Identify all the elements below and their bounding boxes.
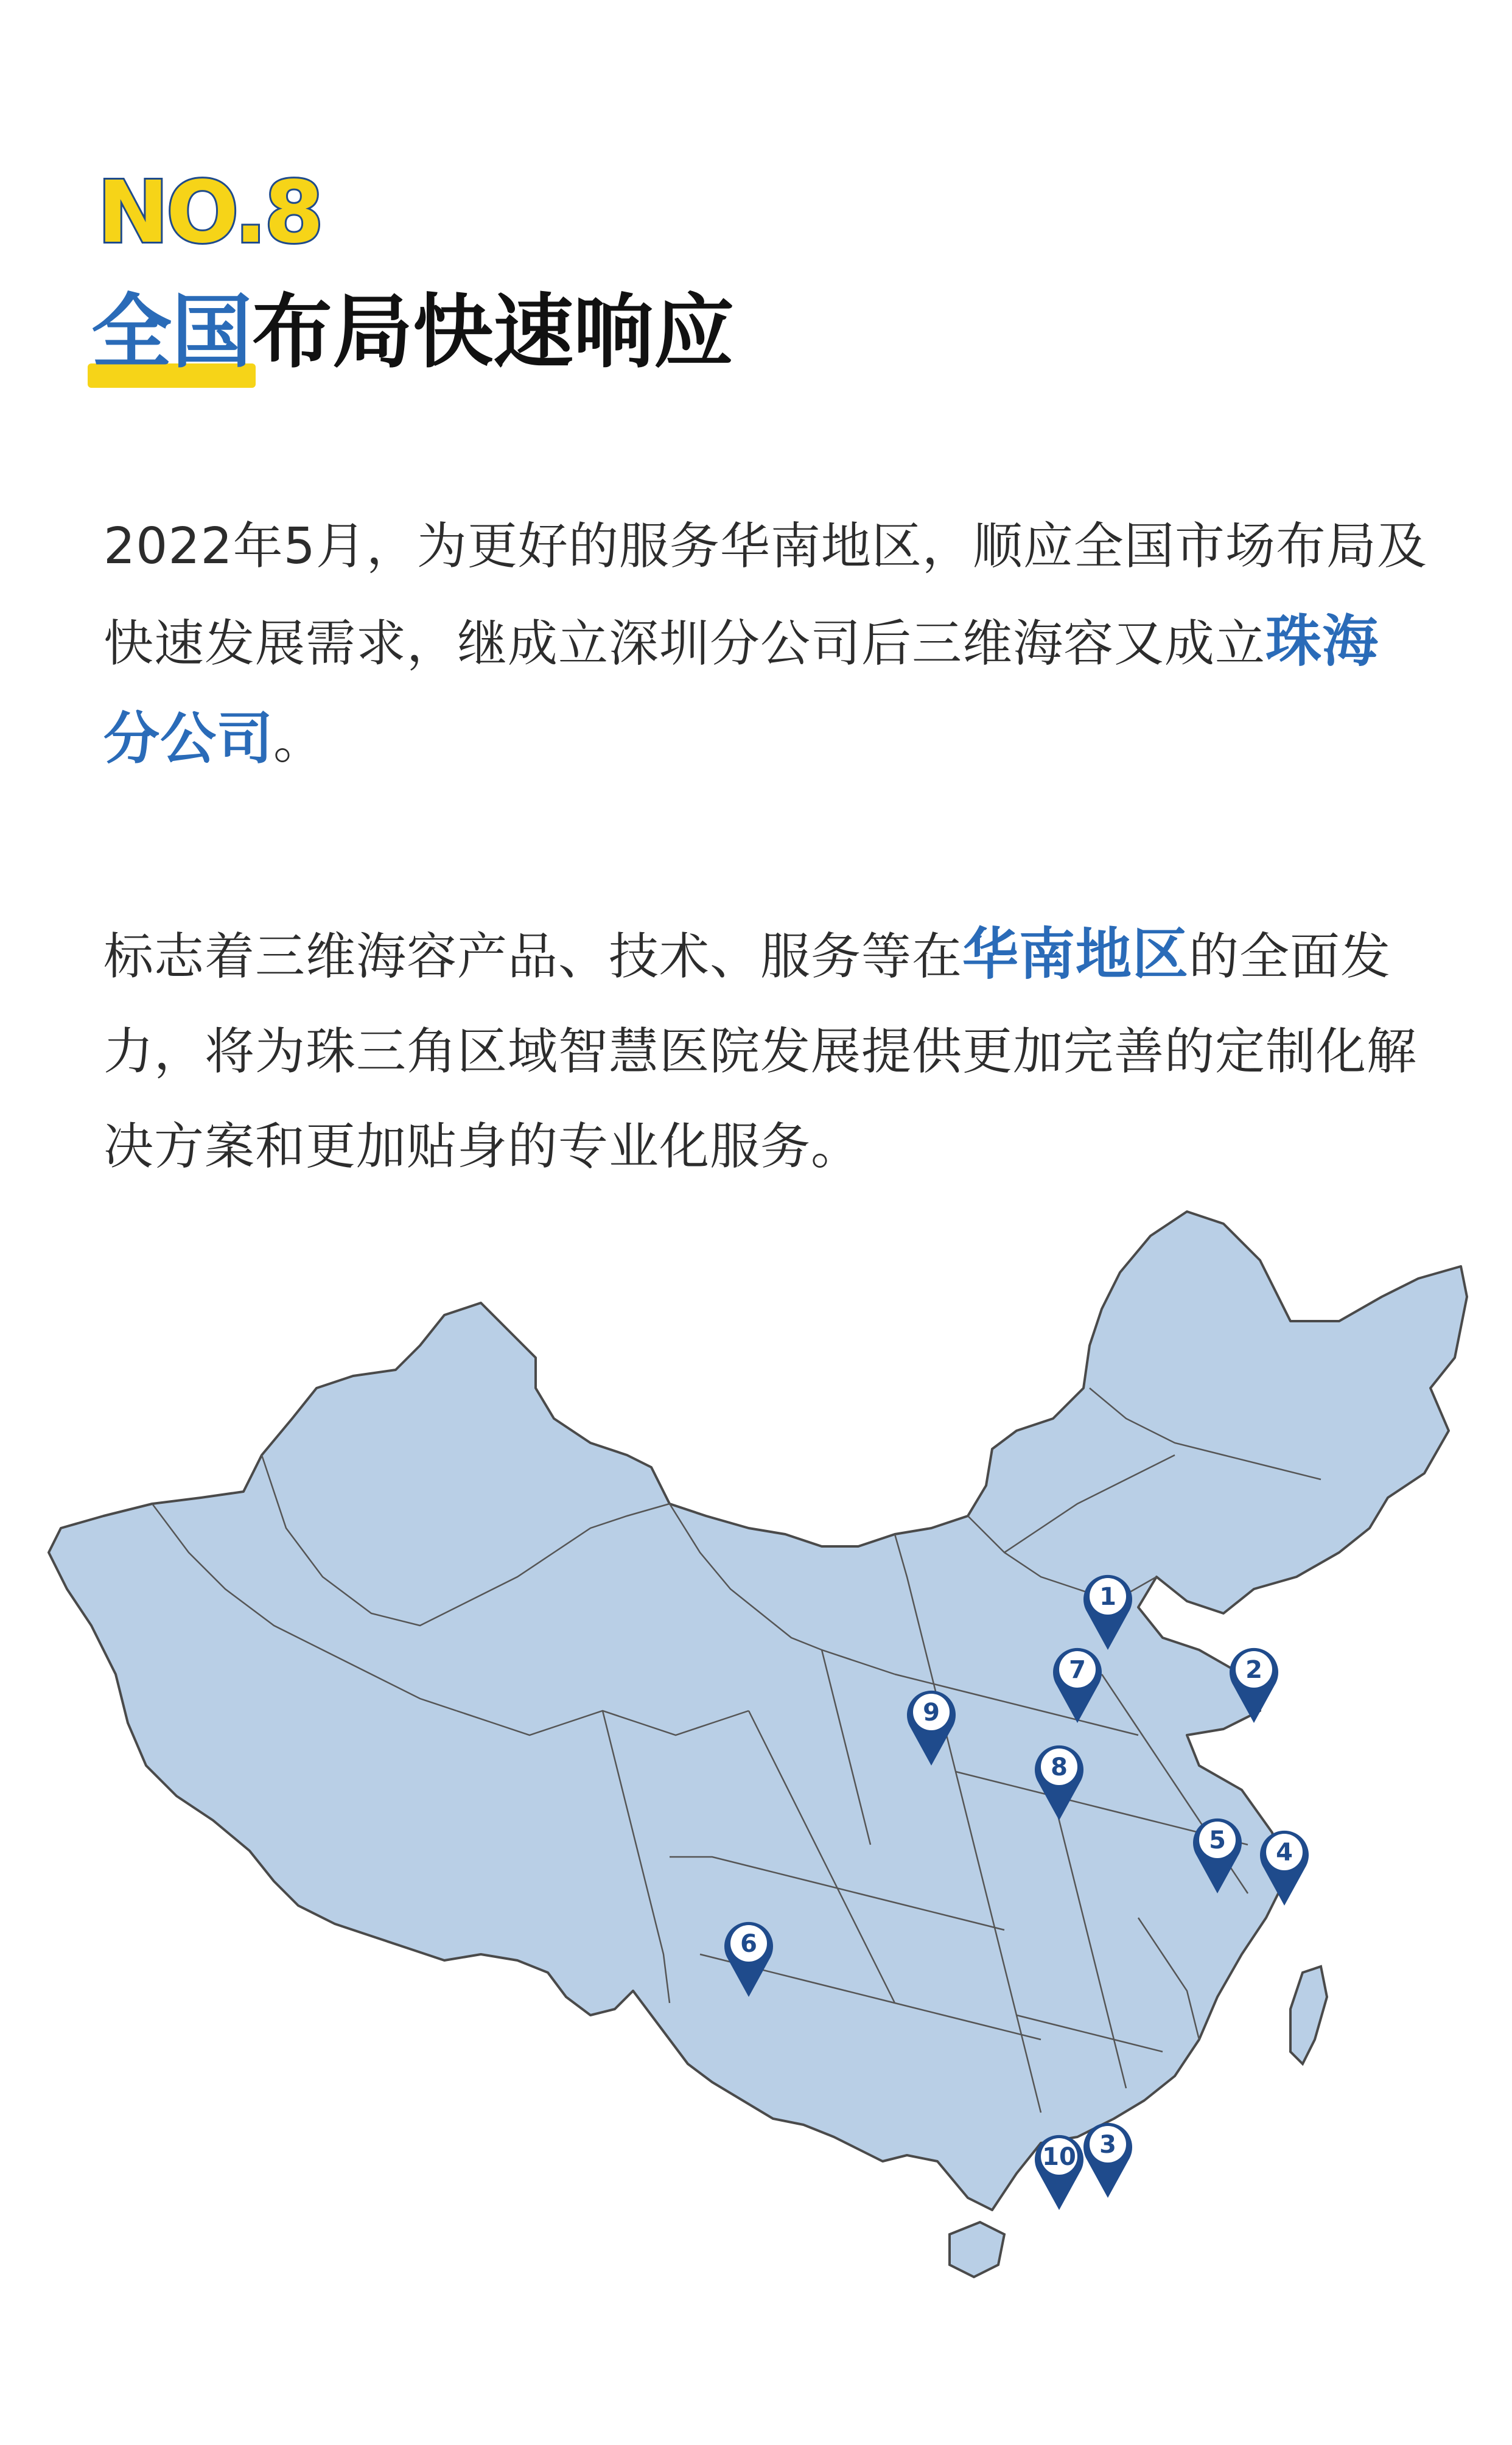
- paragraph-1-emphasis: 珠海分公司: [103, 609, 1379, 771]
- map-pin-label: 10: [1042, 2143, 1076, 2171]
- map-pin-label: 7: [1069, 1656, 1086, 1684]
- map-pin-label: 5: [1209, 1826, 1226, 1854]
- map-landmass: [49, 1212, 1467, 2277]
- paragraph-2-text: 标志着三维海容产品、技术、服务等在: [103, 928, 963, 986]
- map-pin-label: 9: [923, 1699, 940, 1727]
- map-pin-label: 3: [1099, 2131, 1116, 2159]
- map-pin-label: 6: [740, 1930, 757, 1958]
- taiwan-island: [1290, 1966, 1327, 2064]
- paragraph-2-end: 的全面发力，将为珠三角区域智慧医院发展提供更加完善的定制化解决方案和更加贴身的专业化服务。: [103, 928, 1418, 1176]
- paragraph-1-text: 2022年5月，为更好的服务华南地区，顺应全国市场布局及快速发展需求，继成立深圳分公司后三维海容又成立: [103, 517, 1427, 673]
- section-title: [91, 286, 734, 379]
- title-highlight: 全国: [91, 286, 252, 379]
- paragraph-1: [103, 499, 1430, 789]
- hainan-island: [950, 2222, 1004, 2277]
- section-number-badge: NO.8: [97, 163, 321, 262]
- paragraph-2-emphasis: 华南地区: [962, 922, 1189, 987]
- title-rest: 布局快速响应: [252, 286, 734, 379]
- paragraph-2: [103, 907, 1430, 1194]
- map-pin-label: 8: [1051, 1753, 1068, 1781]
- paragraph-1-end: 。: [273, 712, 324, 770]
- map-pin-label: 1: [1099, 1583, 1116, 1611]
- china-map: [30, 1187, 1491, 2441]
- map-pin-3: [1083, 2123, 1132, 2198]
- map-pin-label: 2: [1245, 1656, 1262, 1684]
- map-pin-label: 4: [1276, 1839, 1293, 1867]
- map-pin-10: [1035, 2135, 1083, 2210]
